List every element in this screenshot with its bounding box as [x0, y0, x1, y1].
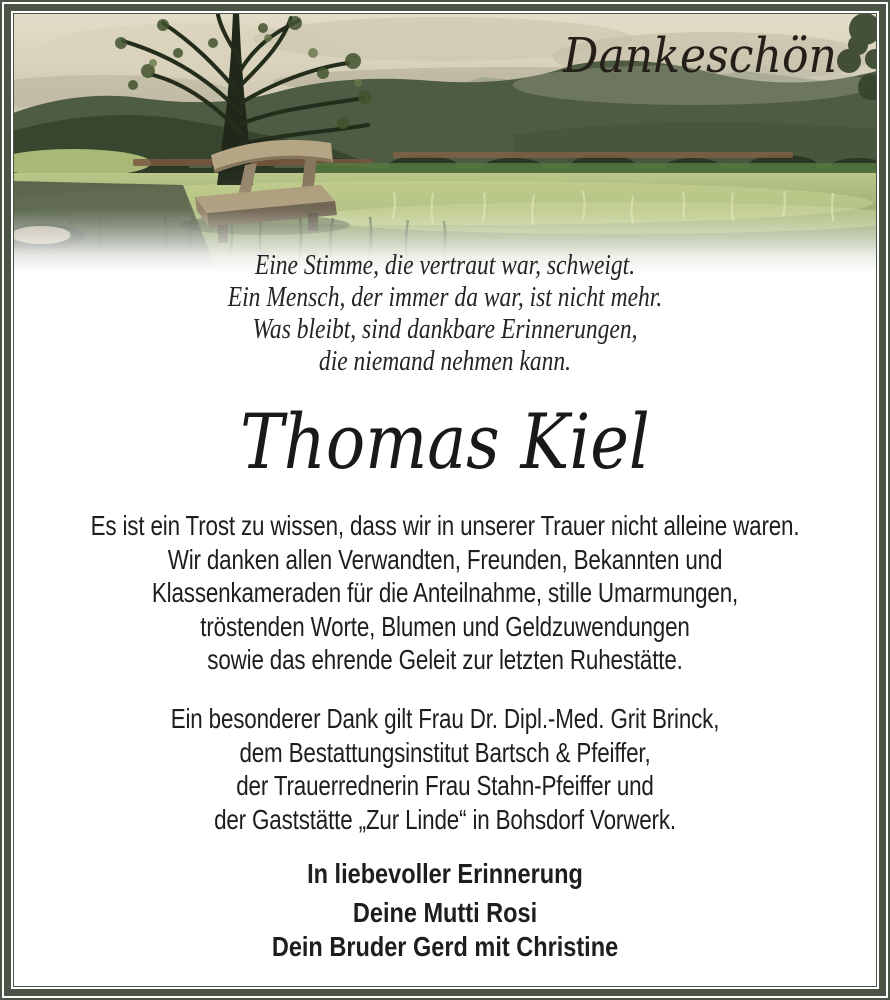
poem-line: Was bleibt, sind dankbare Erinnerungen,: [252, 314, 638, 345]
thanks-line: Es ist ein Trost zu wissen, dass wir in unserer Trauer nicht alleine waren.: [90, 510, 800, 541]
special-thanks-line: dem Bestattungsinstitut Bartsch & Pfeiffer,: [239, 736, 651, 768]
poem-line: Ein Mensch, der immer da war, ist nicht mehr.: [227, 282, 663, 313]
thanks-paragraph: [90, 509, 800, 677]
thanks-line: tröstenden Worte, Blumen und Geldzuwendungen: [200, 610, 690, 642]
special-thanks-line: Ein besonderer Dank gilt Frau Dr. Dipl.-Med. Grit Brinck,: [170, 703, 720, 734]
poem: [82, 250, 808, 378]
plowed-strip: [393, 152, 793, 158]
deceased-name: Thomas Kiel: [240, 397, 650, 486]
thanks-line: Wir danken allen Verwandten, Freunden, Bekannten und: [167, 543, 723, 575]
photo-overlay-script: Dankeschön: [563, 28, 837, 84]
thanks-line: sowie das ehrende Geleit zur letzten Ruhestätte.: [207, 644, 683, 675]
special-thanks-line: der Trauerrednerin Frau Stahn-Pfeiffer und: [236, 770, 654, 801]
special-thanks-paragraph: [99, 702, 790, 836]
closing-heading: In liebevoller Erinnerung: [307, 858, 583, 889]
thanks-line: Klassenkameraden für die Anteilnahme, stille Umarmungen,: [151, 577, 739, 608]
signatures: [82, 896, 808, 963]
signature-line: Deine Mutti Rosi: [352, 897, 538, 928]
poem-line: die niemand nehmen kann.: [318, 346, 572, 377]
poem-line: Eine Stimme, die vertraut war, schweigt.: [254, 250, 636, 281]
special-thanks-line: der Gaststätte „Zur Linde“ in Bohsdorf Vorwerk.: [214, 803, 676, 835]
signature-line: Dein Bruder Gerd mit Christine: [271, 930, 619, 962]
